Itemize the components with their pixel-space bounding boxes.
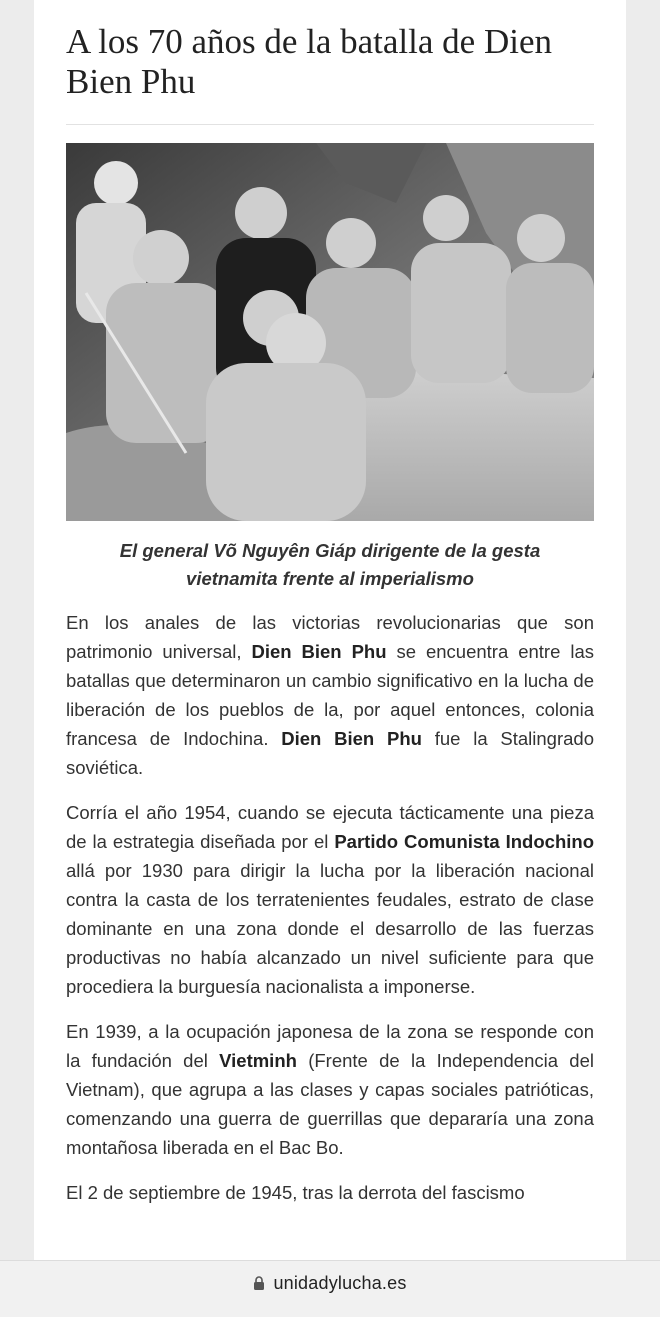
article-photo [66, 143, 594, 521]
article-paragraph [66, 798, 594, 1001]
article-page [34, 0, 626, 1260]
paragraph-text: allá por 1930 para dirigir la lucha por la liberación nacional contra la casta de los terratenientes feudales, estrato de clase dominante en una zona donde el desarrollo de las fuerzas productivas no había alcanzado un nivel suficiente para que procediera la burguesía nacionalista a imponerse. [66, 860, 594, 997]
browser-address-bar[interactable] [0, 1260, 660, 1317]
page-url[interactable]: unidadylucha.es [273, 1273, 407, 1293]
paragraph-text: Corría el año 1954, cuando se ejecuta tácticamente una pieza de la estrategia diseñada por el [66, 802, 594, 852]
article-title: A los 70 años de la batalla de Dien Bien Phu [66, 22, 552, 101]
photo-caption: El general Võ Nguyên Giáp dirigente de la gesta vietnamita frente al imperialismo [119, 540, 541, 589]
bold-term: Dien Bien Phu [251, 641, 387, 662]
lock-icon [253, 1276, 265, 1290]
title-divider [66, 124, 594, 125]
paragraph-text: fue la Stalingrado soviética. [66, 728, 594, 778]
article-paragraph [66, 1017, 594, 1162]
paragraph-text: se encuentra entre las batallas que determinaron un cambio significativo en la lucha de liberación de los pueblos de la, por aquel entonces, colonia francesa de Indochina. [66, 641, 594, 749]
photo-illustration [66, 143, 594, 521]
bold-term: Vietminh [219, 1050, 297, 1071]
bold-term: Dien Bien Phu [281, 728, 422, 749]
paragraph-text: En 1939, a la ocupación japonesa de la zona se responde con la fundación del [66, 1021, 594, 1071]
paragraph-text: El 2 de septiembre de 1945, tras la derrota del fascismo [66, 1182, 525, 1203]
paragraph-text: En los anales de las victorias revolucionarias que son patrimonio universal, [66, 612, 594, 662]
article-body [66, 608, 594, 1223]
bold-term: Partido Comunista Indochino [334, 831, 594, 852]
article-paragraph [66, 1178, 594, 1207]
paragraph-text: (Frente de la Independencia del Vietnam), que agrupa a las clases y capas sociales patrióticas, comenzando una guerra de guerrillas que depararía una zona montañosa liberada en el Bac Bo. [66, 1050, 594, 1158]
article-paragraph [66, 608, 594, 782]
